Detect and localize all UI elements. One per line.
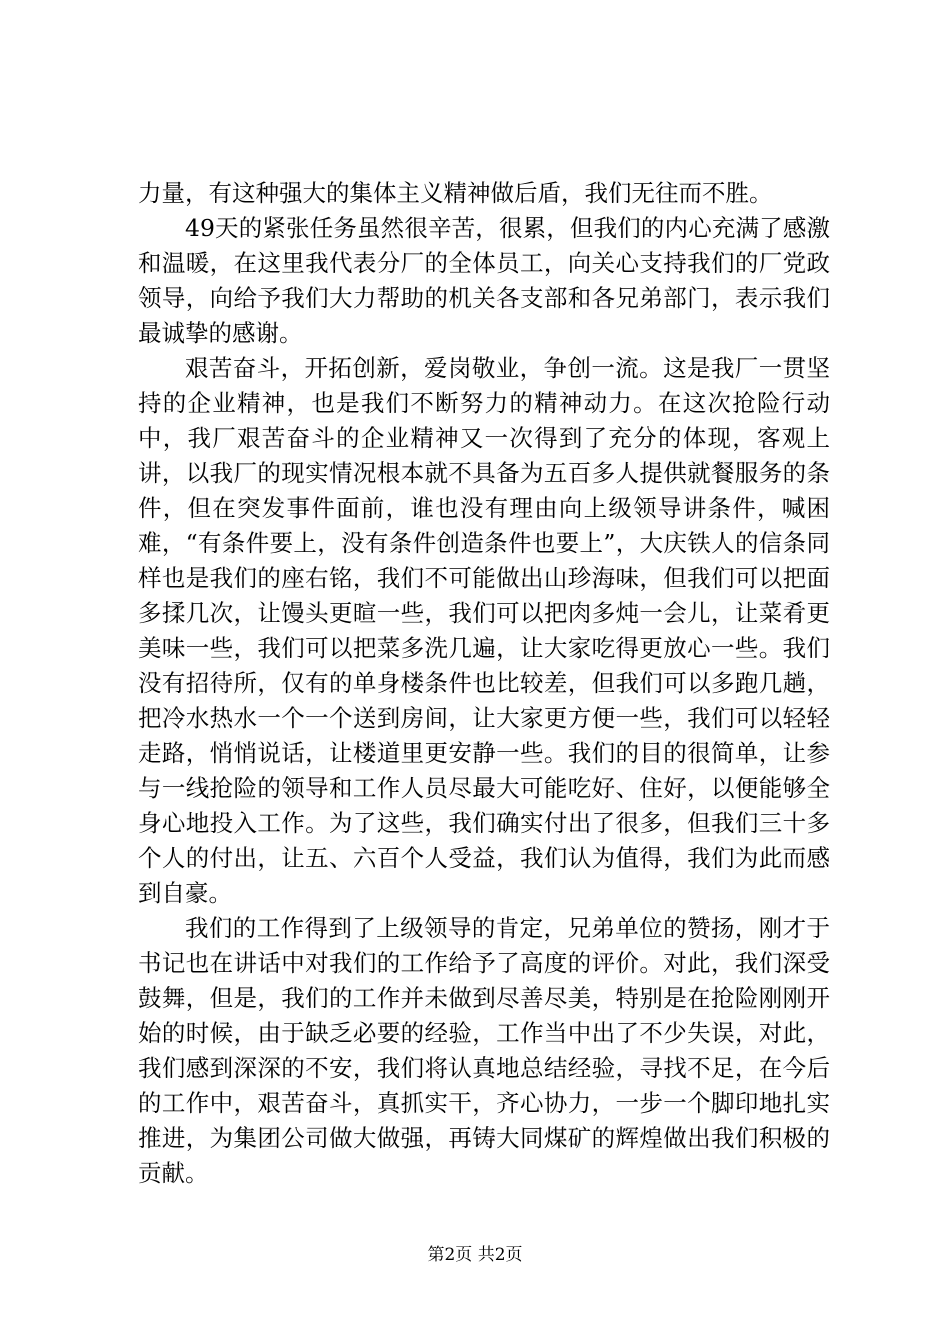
paragraph-1: 力量，有这种强大的集体主义精神做后盾，我们无往而不胜。 — [138, 179, 773, 207]
paragraph-2: 49天的紧张任务虽然很辛苦，很累，但我们的内心充满了感激和温暖，在这里我代表分厂的全体员工，向关心支持我们的厂党政领导，向给予我们大力帮助的机关各支部和各兄弟部门，表示我们最诚挚的感谢。 — [138, 214, 830, 347]
page-number-footer: 第2页 共2页 — [427, 1245, 523, 1265]
paragraph-3: 艰苦奋斗，开拓创新，爱岗敬业，争创一流。这是我厂一贯坚持的企业精神，也是我们不断努力的精神动力。在这次抢险行动中，我厂艰苦奋斗的企业精神又一次得到了充分的体现，客观上讲，以我厂的现实情况根本就不具备为五百多人提供就餐服务的条件，但在突发事件面前，谁也没有理由向上级领导讲条件，喊困难，“有条件要上，没有条件创造条件也要上”，大庆铁人的信条同样也是我们的座右铭，我们不可能做出山珍海味，但我们可以把面多揉几次，让馒头更暄一些，我们可以把肉多炖一会儿，让菜肴更美味一些，我们可以把菜多洗几遍，让大家吃得更放心一些。我们没有招待所，仅有的单身楼条件也比较差，但我们可以多跑几趟，把冷水热水一个一个送到房间，让大家更方便一些，我们可以轻轻走路，悄悄说话，让楼道里更安静一些。我们的目的很简单，让参与一线抢险的领导和工作人员尽最大可能吃好、住好，以便能够全身心地投入工作。为了这些，我们确实付出了很多，但我们三十多个人的付出，让五、六百个人受益，我们认为值得，我们为此而感到自豪。 — [138, 354, 830, 907]
document-body — [138, 176, 830, 1191]
paragraph-4: 我们的工作得到了上级领导的肯定，兄弟单位的赞扬，刚才于书记也在讲话中对我们的工作给予了高度的评价。对此，我们深受鼓舞，但是，我们的工作并未做到尽善尽美，特别是在抢险刚刚开始的时候，由于缺乏必要的经验，工作当中出了不少失误，对此，我们感到深深的不安，我们将认真地总结经验，寻找不足，在今后的工作中，艰苦奋斗，真抓实干，齐心协力，一步一个脚印地扎实推进，为集团公司做大做强，再铸大同煤矿的辉煌做出我们积极的贡献。 — [138, 914, 830, 1187]
